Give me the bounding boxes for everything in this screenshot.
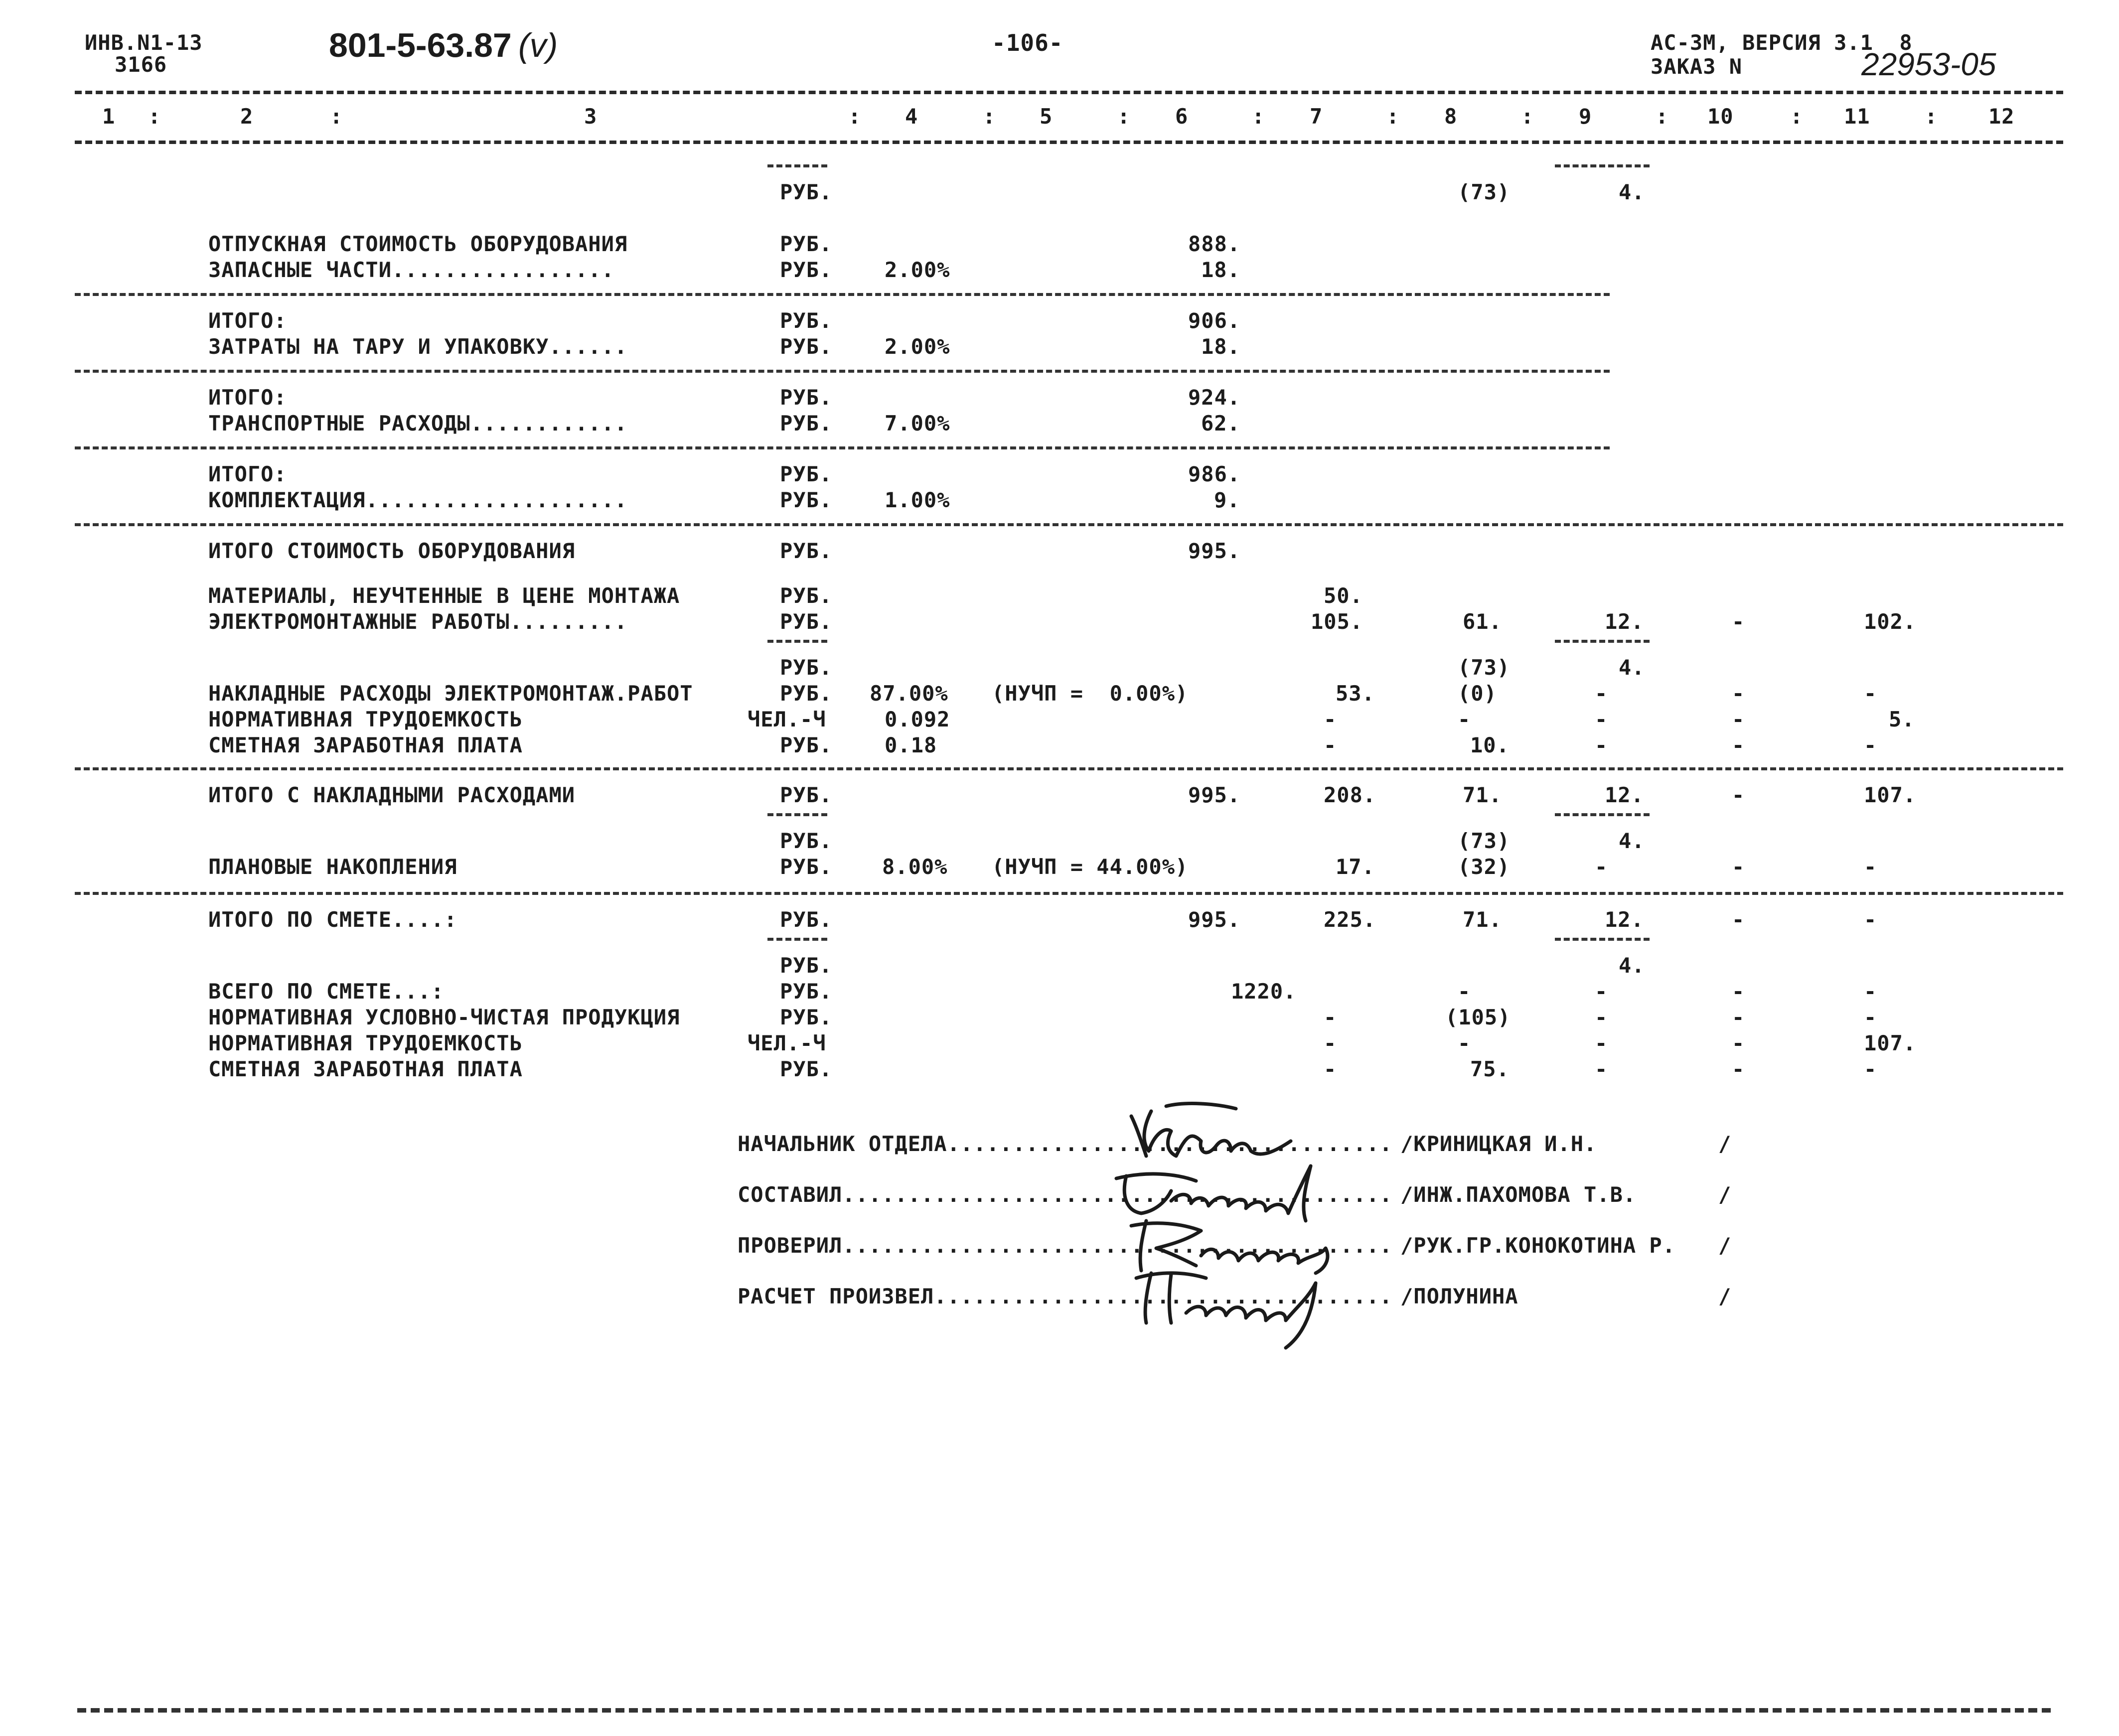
cell-col4: 1.00% xyxy=(885,488,950,512)
cell-col8: (73) xyxy=(1458,180,1511,204)
row-label: СМЕТНАЯ ЗАРАБОТНАЯ ПЛАТА xyxy=(208,1057,523,1081)
cell-col10: - xyxy=(1732,855,1745,879)
cell-col6: 995. xyxy=(1188,539,1241,563)
cell-col8: (73) xyxy=(1458,655,1511,680)
cell-col6: 924. xyxy=(1188,385,1241,410)
cell-col4: 0.18 xyxy=(885,733,937,757)
subtotal-dash xyxy=(1555,164,1650,167)
cell-col7: - xyxy=(1324,1031,1337,1055)
unit-cell: РУБ. xyxy=(780,308,833,333)
signatory-name: /ПОЛУНИНА xyxy=(1400,1284,1518,1308)
cell-col4: 0.092 xyxy=(885,707,950,731)
row-label: НОРМАТИВНАЯ УСЛОВНО-ЧИСТАЯ ПРОДУКЦИЯ xyxy=(208,1005,680,1029)
unit-cell: ЧЕЛ.-Ч xyxy=(748,1031,826,1055)
cell-col7: - xyxy=(1324,1057,1337,1081)
cell-col6: 18. xyxy=(1201,334,1240,359)
row-label: ВСЕГО ПО СМЕТЕ...: xyxy=(208,979,445,1004)
section-rule xyxy=(75,370,1610,373)
unit-cell: РУБ. xyxy=(780,232,833,256)
order-label: ЗАКАЗ N xyxy=(1651,54,1743,79)
row-label: НОРМАТИВНАЯ ТРУДОЕМКОСТЬ xyxy=(208,707,523,731)
cell-col10: - xyxy=(1732,1057,1745,1081)
row-label: ИТОГО С НАКЛАДНЫМИ РАСХОДАМИ xyxy=(208,783,576,807)
column-separator: : xyxy=(330,104,343,129)
cell-col6: 888. xyxy=(1188,232,1241,256)
column-separator: : xyxy=(1252,104,1265,129)
cell-col9: - xyxy=(1595,1057,1608,1081)
row-label: ИТОГО ПО СМЕТЕ....: xyxy=(208,907,457,932)
header-rule-bottom xyxy=(75,141,2063,144)
signature-end: / xyxy=(1718,1182,1732,1207)
cell-col9: 4. xyxy=(1619,180,1645,204)
column-number: 4 xyxy=(905,104,918,129)
cell-col4: 2.00% xyxy=(885,258,950,282)
section-rule xyxy=(75,767,2063,770)
row-label: ПЛАНОВЫЕ НАКОПЛЕНИЯ xyxy=(208,855,457,879)
program-version: АС-3М, ВЕРСИЯ 3.1 8 xyxy=(1651,30,1913,55)
cell-col9: 4. xyxy=(1619,655,1645,680)
unit-cell: РУБ. xyxy=(780,539,833,563)
section-rule xyxy=(75,892,2063,895)
cell-col10: - xyxy=(1732,907,1745,932)
cell-col7: 17. xyxy=(1336,855,1375,879)
column-separator: : xyxy=(848,104,862,129)
cell-col11: - xyxy=(1864,907,1877,932)
signature-end: / xyxy=(1718,1132,1732,1156)
column-separator: : xyxy=(983,104,996,129)
unit-cell: РУБ. xyxy=(780,258,833,282)
row-label: ИТОГО: xyxy=(208,385,287,410)
subtotal-dash xyxy=(767,640,827,643)
cell-col8: - xyxy=(1458,707,1471,731)
column-number: 8 xyxy=(1444,104,1458,129)
row-label: ИТОГО: xyxy=(208,308,287,333)
column-separator: : xyxy=(1386,104,1400,129)
row-label: ТРАНСПОРТНЫЕ РАСХОДЫ............ xyxy=(208,411,628,435)
signature-role: РАСЧЕТ ПРОИЗВЕЛ................................... xyxy=(738,1284,1393,1308)
column-number: 10 xyxy=(1707,104,1734,129)
unit-cell: РУБ. xyxy=(780,979,833,1004)
section-rule xyxy=(75,446,1610,449)
document-code: 801-5-63.87 xyxy=(329,26,512,64)
column-number: 6 xyxy=(1175,104,1189,129)
subtotal-dash xyxy=(767,938,827,941)
signature-end: / xyxy=(1718,1284,1732,1308)
cell-col6: 995. xyxy=(1188,907,1241,932)
cell-col7: 50. xyxy=(1324,583,1363,608)
unit-cell: РУБ. xyxy=(780,334,833,359)
signature-role: ПРОВЕРИЛ.......................................... xyxy=(738,1233,1393,1258)
column-separator: : xyxy=(148,104,161,129)
column-number: 11 xyxy=(1844,104,1870,129)
nuchp-note: (НУЧП = 44.00%) xyxy=(992,855,1189,879)
cell-col11: - xyxy=(1864,855,1877,879)
subtotal-dash xyxy=(1555,813,1650,816)
unit-cell: РУБ. xyxy=(780,180,833,204)
cell-col8: 71. xyxy=(1463,783,1502,807)
row-label: ОТПУСКНАЯ СТОИМОСТЬ ОБОРУДОВАНИЯ xyxy=(208,232,628,256)
cell-col11: - xyxy=(1864,1005,1877,1029)
cell-col9: - xyxy=(1595,681,1608,706)
section-rule xyxy=(75,293,1610,296)
signature-role: НАЧАЛЬНИК ОТДЕЛА.................................. xyxy=(738,1132,1393,1156)
unit-cell: РУБ. xyxy=(780,829,833,853)
cell-col4: 87.00% xyxy=(870,681,948,706)
section-rule xyxy=(75,523,2063,526)
cell-col8: 71. xyxy=(1463,907,1502,932)
cell-col9: 4. xyxy=(1619,829,1645,853)
cell-col8: (73) xyxy=(1458,829,1511,853)
cell-col8: - xyxy=(1458,979,1471,1004)
unit-cell: ЧЕЛ.-Ч xyxy=(748,707,826,731)
cell-col10: - xyxy=(1732,733,1745,757)
page-number: -106- xyxy=(992,29,1063,56)
column-separator: : xyxy=(1521,104,1534,129)
cell-col7: - xyxy=(1324,1005,1337,1029)
cell-col8: 75. xyxy=(1470,1057,1510,1081)
unit-cell: РУБ. xyxy=(780,907,833,932)
cell-col4: 7.00% xyxy=(885,411,950,435)
document-code-suffix: (v) xyxy=(518,26,558,64)
cell-col11: 107. xyxy=(1864,783,1917,807)
cell-col7: 208. xyxy=(1324,783,1376,807)
column-number: 2 xyxy=(240,104,254,129)
cell-col9: 12. xyxy=(1605,609,1644,634)
subtotal-dash xyxy=(767,164,827,167)
cell-col4: 8.00% xyxy=(882,855,948,879)
cell-col7: 53. xyxy=(1336,681,1375,706)
cell-col8: (105) xyxy=(1445,1005,1511,1029)
nuchp-note: (НУЧП = 0.00%) xyxy=(992,681,1189,706)
unit-cell: РУБ. xyxy=(780,488,833,512)
cell-col9: - xyxy=(1595,979,1608,1004)
cell-col8: 61. xyxy=(1463,609,1502,634)
unit-cell: РУБ. xyxy=(780,953,833,978)
cell-col9: - xyxy=(1595,707,1608,731)
column-number: 7 xyxy=(1310,104,1323,129)
row-label: ЭЛЕКТРОМОНТАЖНЫЕ РАБОТЫ......... xyxy=(208,609,628,634)
cell-col7: - xyxy=(1324,707,1337,731)
cell-col6: 906. xyxy=(1188,308,1241,333)
cell-col11: - xyxy=(1864,979,1877,1004)
subtotal-dash xyxy=(1555,938,1650,941)
signature-end: / xyxy=(1718,1233,1732,1258)
cell-col9: 12. xyxy=(1605,907,1644,932)
cell-col10: - xyxy=(1732,707,1745,731)
cell-col8: (0) xyxy=(1458,681,1497,706)
cell-col10: - xyxy=(1732,1031,1745,1055)
row-label: НОРМАТИВНАЯ ТРУДОЕМКОСТЬ xyxy=(208,1031,523,1055)
row-label: ИТОГО СТОИМОСТЬ ОБОРУДОВАНИЯ xyxy=(208,539,576,563)
cell-col10: - xyxy=(1732,783,1745,807)
unit-cell: РУБ. xyxy=(780,733,833,757)
cell-col6: 1220. xyxy=(1231,979,1297,1004)
cell-col11: 5. xyxy=(1889,707,1915,731)
row-label: ЗАТРАТЫ НА ТАРУ И УПАКОВКУ...... xyxy=(208,334,628,359)
handwritten-signature-4 xyxy=(1111,1263,1346,1353)
cell-col6: 986. xyxy=(1188,462,1241,486)
cell-col11: - xyxy=(1864,1057,1877,1081)
column-separator: : xyxy=(1117,104,1131,129)
cell-col8: - xyxy=(1458,1031,1471,1055)
column-separator: : xyxy=(1656,104,1669,129)
cell-col7: - xyxy=(1324,733,1337,757)
unit-cell: РУБ. xyxy=(780,1057,833,1081)
column-separator: : xyxy=(1790,104,1804,129)
cell-col6: 18. xyxy=(1201,258,1240,282)
cell-col7: 225. xyxy=(1324,907,1376,932)
row-label: ИТОГО: xyxy=(208,462,287,486)
cell-col8: 10. xyxy=(1470,733,1510,757)
row-label: МАТЕРИАЛЫ, НЕУЧТЕННЫЕ В ЦЕНЕ МОНТАЖА xyxy=(208,583,680,608)
cell-col6: 995. xyxy=(1188,783,1241,807)
cell-col11: - xyxy=(1864,733,1877,757)
row-label: СМЕТНАЯ ЗАРАБОТНАЯ ПЛАТА xyxy=(208,733,523,757)
column-separator: : xyxy=(1925,104,1938,129)
cell-col9: - xyxy=(1595,733,1608,757)
unit-cell: РУБ. xyxy=(780,462,833,486)
column-number: 12 xyxy=(1988,104,2015,129)
unit-cell: РУБ. xyxy=(780,385,833,410)
unit-cell: РУБ. xyxy=(780,855,833,879)
cell-col4: 2.00% xyxy=(885,334,950,359)
header-rule-top xyxy=(75,91,2063,94)
unit-cell: РУБ. xyxy=(780,655,833,680)
unit-cell: РУБ. xyxy=(780,609,833,634)
column-number: 9 xyxy=(1579,104,1592,129)
cell-col10: - xyxy=(1732,979,1745,1004)
row-label: НАКЛАДНЫЕ РАСХОДЫ ЭЛЕКТРОМОНТАЖ.РАБОТ xyxy=(208,681,693,706)
signatory-name: /РУК.ГР.КОНОКОТИНА Р. xyxy=(1400,1233,1676,1258)
row-label: ЗАПАСНЫЕ ЧАСТИ................. xyxy=(208,258,614,282)
row-label: КОМПЛЕКТАЦИЯ.................... xyxy=(208,488,628,512)
unit-cell: РУБ. xyxy=(780,583,833,608)
cell-col11: 107. xyxy=(1864,1031,1917,1055)
unit-cell: РУБ. xyxy=(780,1005,833,1029)
column-number: 5 xyxy=(1040,104,1053,129)
cell-col9: 4. xyxy=(1619,953,1645,978)
unit-cell: РУБ. xyxy=(780,681,833,706)
cell-col9: - xyxy=(1595,1031,1608,1055)
column-number: 1 xyxy=(102,104,116,129)
inventory-sheet: 3166 xyxy=(115,52,167,77)
inventory-number: ИНВ.N1-13 xyxy=(85,30,203,55)
column-number: 3 xyxy=(584,104,598,129)
cell-col10: - xyxy=(1732,609,1745,634)
cell-col9: - xyxy=(1595,1005,1608,1029)
signatory-name: /ИНЖ.ПАХОМОВА Т.В. xyxy=(1400,1182,1637,1207)
cell-col9: - xyxy=(1595,855,1608,879)
cell-col6: 62. xyxy=(1201,411,1240,435)
order-number: 22953-05 xyxy=(1861,46,1996,82)
cell-col11: - xyxy=(1864,681,1877,706)
cell-col10: - xyxy=(1732,1005,1745,1029)
cell-col7: 105. xyxy=(1311,609,1363,634)
unit-cell: РУБ. xyxy=(780,783,833,807)
cell-col8: (32) xyxy=(1458,855,1511,879)
subtotal-dash xyxy=(767,813,827,816)
cell-col11: 102. xyxy=(1864,609,1917,634)
cell-col9: 12. xyxy=(1605,783,1644,807)
cell-col10: - xyxy=(1732,681,1745,706)
unit-cell: РУБ. xyxy=(780,411,833,435)
subtotal-dash xyxy=(1555,640,1650,643)
signatory-name: /КРИНИЦКАЯ И.Н. xyxy=(1400,1132,1597,1156)
footer-dash-line xyxy=(77,1708,2051,1713)
signature-role: СОСТАВИЛ.......................................... xyxy=(738,1182,1393,1207)
cell-col6: 9. xyxy=(1214,488,1240,512)
